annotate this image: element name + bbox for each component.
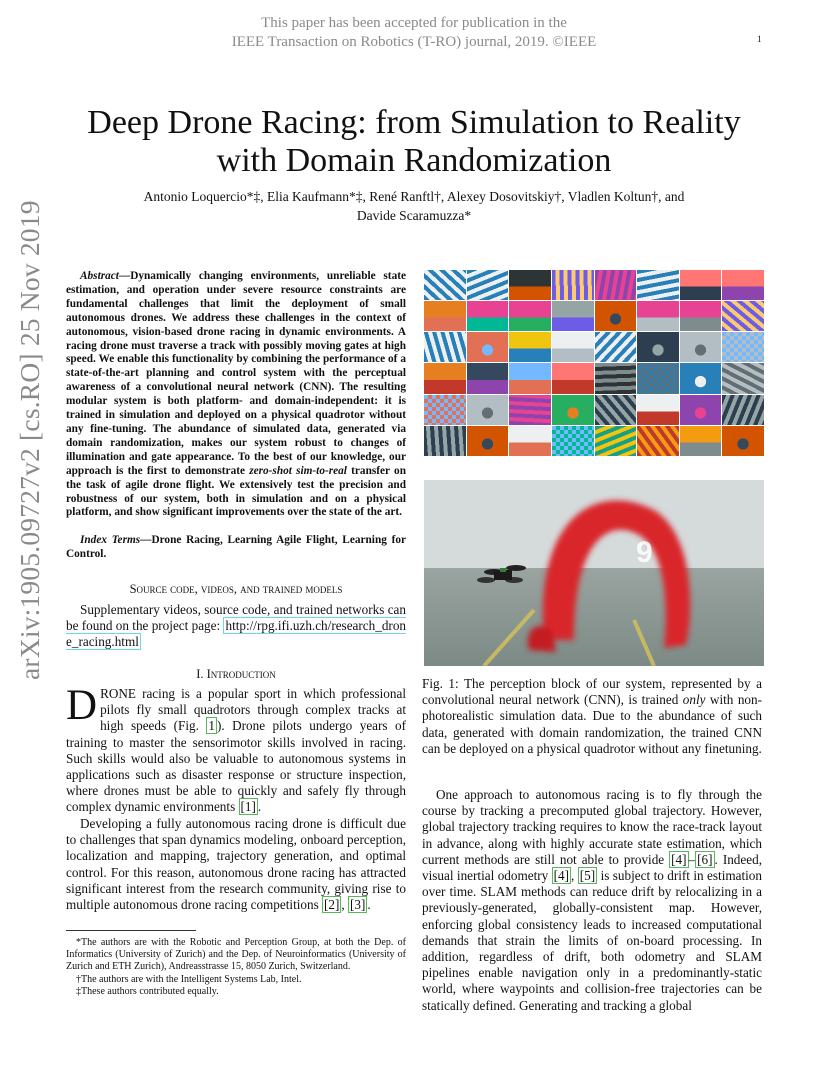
publication-note-line2: IEEE Transaction on Robotics (T-RO) journal, 2019. ©IEEE [231, 34, 597, 50]
abstract-text-b: transfer on the task of agile drone flight. We extensively test the precision and robustness of our system, both in simulation and on a physical platform, and show significant improvements over the state of the art. [66, 464, 406, 519]
sim-image-tile [680, 363, 722, 393]
sim-image-tile [722, 363, 764, 393]
author-list [90, 187, 738, 225]
paper-title [60, 104, 768, 180]
right-p-b: . Indeed, visual inertial odometry [422, 851, 762, 884]
sim-image-tile [680, 270, 722, 300]
sim-image-tile [424, 332, 466, 362]
right-p-a: One approach to autonomous racing is to fly through the course by tracking a precomputed global trajectory. However, global trajectory tracking requires to know the race-track layout in advance, along with highly accurate state estimation, which current methods are still not able to provide [422, 787, 762, 867]
sim-image-tile [637, 395, 679, 425]
page-number: 1 [757, 34, 762, 44]
sim-image-tile [467, 332, 509, 362]
sim-image-tile [509, 301, 551, 331]
publication-note [0, 14, 828, 52]
index-terms-text: —Drone Racing, Learning Agile Flight, Learning for Control. [66, 534, 406, 560]
sim-image-tile [509, 426, 551, 456]
sim-image-tile [509, 332, 551, 362]
abstract [66, 270, 406, 520]
sim-image-tile [552, 270, 594, 300]
title-line1: Deep Drone Racing: from Simulation to Reality [87, 104, 741, 141]
dropcap-letter: D [66, 682, 98, 729]
sim-image-tile [722, 426, 764, 456]
sim-image-tile [467, 270, 509, 300]
citation-link[interactable]: [4] [553, 868, 570, 884]
title-line2: with Domain Randomization [216, 142, 612, 179]
sim-image-tile [595, 332, 637, 362]
figure-caption [422, 676, 762, 757]
sim-image-tile [595, 395, 637, 425]
sim-image-tile [595, 363, 637, 393]
project-page-link[interactable]: http://rpg.ifi.uzh.ch/research_drone_racing.html [66, 618, 407, 650]
sim-image-tile [637, 332, 679, 362]
citation-link[interactable]: [4] [671, 851, 687, 867]
sim-image-tile [637, 426, 679, 456]
intro-paragraph-1 [66, 682, 406, 816]
sim-image-tile [722, 301, 764, 331]
introduction-heading: I. Introduction [196, 667, 276, 681]
sim-image-tile [637, 363, 679, 393]
right-column-paragraph [422, 787, 762, 1014]
index-terms-label: Index Terms [80, 534, 141, 546]
sim-image-tile [424, 395, 466, 425]
caption-text-b: with non-photorealistic simulation data. Due to the abundance of such data, generated with domain randomization, the trained CNN can be deployed on a physical quadrotor without any finetuning. [422, 692, 762, 756]
sim-image-tile [424, 301, 466, 331]
source-code-paragraph [66, 602, 406, 651]
arxiv-identifier[interactable]: arXiv:1905.09727v2 [cs.RO] 25 Nov 2019 [14, 200, 45, 680]
source-code-text: Supplementary videos, source code, and trained networks can be found on the project page: [66, 602, 406, 634]
citation-link[interactable]: [1] [240, 799, 256, 815]
sim-image-tile [722, 395, 764, 425]
sim-image-tile [509, 270, 551, 300]
footnote-2: †The authors are with the Intelligent Systems Lab, Intel. [76, 973, 302, 985]
intro-p2-a: Developing a fully autonomous racing drone is difficult due to challenges that span dynamics modeling, onboard perception, localization and mapping, trajectory generation, and optimal control. For this reason, autonomous drone racing has attracted significant interest from the research community, giving rise to multiple autonomous drone racing competitions [66, 816, 406, 913]
intro-p1-b: ). Drone pilots undergo years of training to master the sensorimotor skills involved in racing. Such skills would also be valuable to autonomous systems in applications such as disaster response or structure inspection, where drones must be able to quickly and safely fly through complex dynamic environments [66, 718, 406, 815]
source-code-heading: Source code, videos, and trained models [129, 582, 343, 596]
sim-image-tile [552, 301, 594, 331]
drone-gate-scene [424, 480, 764, 666]
sim-image-tile [467, 426, 509, 456]
intro-p1-a: RONE racing is a popular sport in which professional pilots fly small quadrotors through complex tracks at high speeds (Fig. [100, 686, 406, 734]
sim-image-tile [552, 332, 594, 362]
sim-image-tile [722, 332, 764, 362]
caption-text-a: Fig. 1: The perception block of our system, represented by a convolutional neural network (CNN), is trained [422, 676, 762, 708]
citation-link[interactable]: [5] [579, 868, 596, 884]
sim-image-tile [680, 301, 722, 331]
simulation-image-grid [424, 270, 764, 456]
sim-image-tile [637, 301, 679, 331]
sim-image-tile [552, 363, 594, 393]
abstract-label: Abstract [80, 270, 119, 282]
sim-image-tile [680, 426, 722, 456]
sim-image-tile [637, 270, 679, 300]
publication-note-line1: This paper has been accepted for publication in the [261, 15, 567, 31]
sim-image-tile [467, 301, 509, 331]
footnote-divider [66, 930, 196, 931]
intro-p2-end: . [367, 897, 371, 913]
right-p-c: is subject to drift in estimation over time. SLAM methods can reduce drift by relocalizing in a previously-generated, globally-consistent map. However, enforcing global consistency leads to increased computational demands that strain the limits of on-board processing. In addition, regardless of drift, both odometry and SLAM pipelines enable navigation only in a predominantly-static world, where waypoints and collision-free trajectories can be statically defined. Generating and tracking a global [422, 868, 762, 1013]
sim-image-tile [680, 395, 722, 425]
sim-image-tile [552, 426, 594, 456]
right-comma: , [571, 868, 578, 884]
sim-image-tile [509, 363, 551, 393]
real-drone-photo [424, 480, 764, 666]
sim-image-tile [467, 363, 509, 393]
right-dash: – [688, 851, 696, 867]
footnote-3: ‡These authors contributed equally. [76, 985, 219, 997]
sim-image-tile [509, 395, 551, 425]
footnotes [66, 937, 406, 998]
citation-link[interactable]: [3] [350, 897, 366, 913]
abstract-text-a: —Dynamically changing environments, unreliable state estimation, and operation under severe resource constraints are fundamental challenges that limit the deployment of small autonomous drones. We address these challenges in the context of autonomous, vision-based drone racing in dynamic environments. A racing drone must traverse a track with possibly moving gates at high speed. We enable this functionality by combining the performance of a state-of-the-art planning and control system with the perceptual awareness of a convolutional neural network (CNN). The resulting modular system is both platform- and domain-independent: it is trained in simulation and deployed on a physical quadrotor without any fine-tuning. The abundance of simulated data, generated via domain randomization, makes our system robust to changes of illumination and gate appearance. To the best of our knowledge, our approach is the first to demonstrate [66, 270, 406, 477]
citation-link[interactable]: [6] [697, 851, 713, 867]
sim-image-tile [595, 301, 637, 331]
authors-line1: Antonio Loquercio*‡, Elia Kaufmann*‡, René Ranftl†, Alexey Dosovitskiy†, Vladlen Koltun†, and [143, 189, 685, 204]
abstract-emphasis: zero-shot sim-to-real [249, 464, 347, 477]
intro-p1-c: . [257, 799, 262, 815]
index-terms [66, 534, 406, 562]
sim-image-tile [467, 395, 509, 425]
intro-p2-mid: , [341, 897, 348, 913]
citation-link[interactable]: [2] [324, 897, 340, 913]
sim-image-tile [424, 363, 466, 393]
footnote-1: *The authors are with the Robotic and Perception Group, at both the Dep. of Informatics (University of Zurich) and the Dep. of Neuroinformatics (University of Zurich and ETH Zurich), Andreasstrasse 15, 8050 Zurich, Switzerland. [66, 937, 406, 973]
sim-image-tile [424, 270, 466, 300]
sim-image-tile [680, 332, 722, 362]
sim-image-tile [722, 270, 764, 300]
sim-image-tile [552, 395, 594, 425]
figure-ref-link[interactable]: 1 [208, 718, 215, 734]
sim-image-tile [424, 426, 466, 456]
sim-image-tile [595, 270, 637, 300]
gate-number: 9 [636, 536, 653, 569]
intro-paragraph-2 [66, 816, 406, 913]
authors-line2: Davide Scaramuzza* [356, 208, 472, 223]
floor [424, 568, 764, 666]
caption-emphasis: only [682, 692, 706, 708]
sim-image-tile [595, 426, 637, 456]
